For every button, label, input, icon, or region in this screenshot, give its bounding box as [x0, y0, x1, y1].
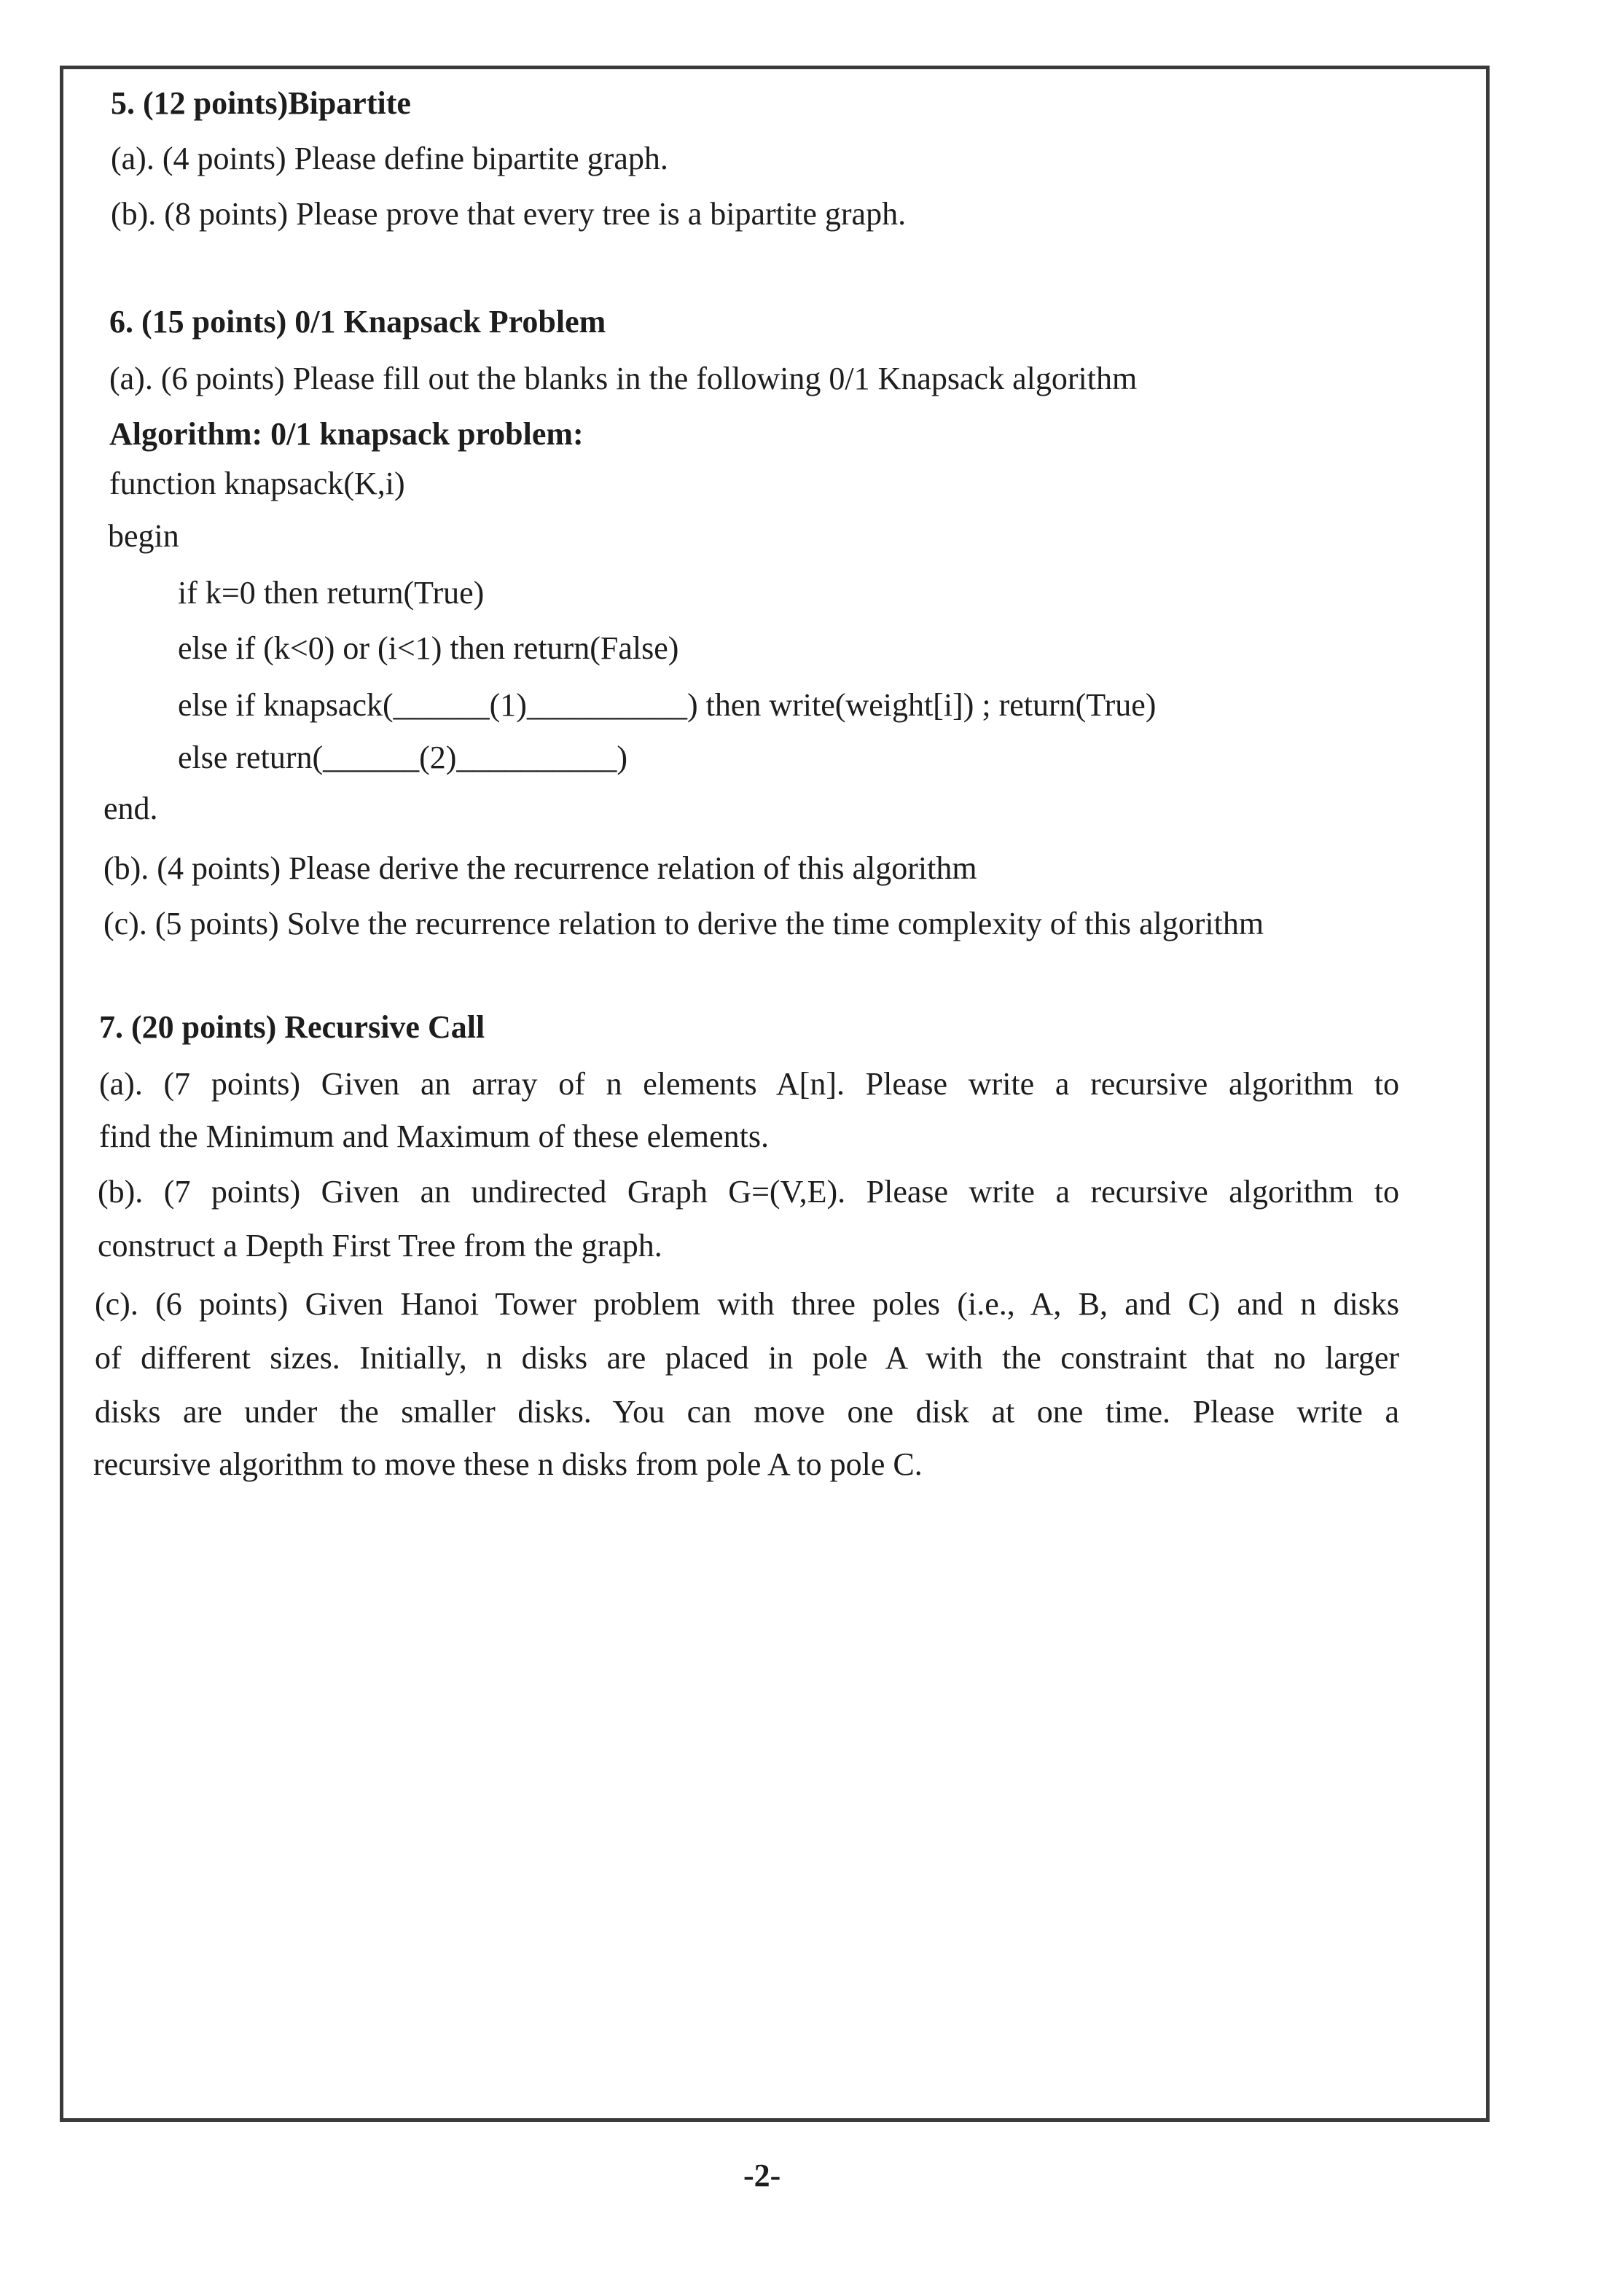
q7-part-c-line-3: disks are under the smaller disks. You can move one disk at one time. Please write a [95, 1394, 1399, 1430]
q5-title: 5. (12 points)Bipartite [111, 85, 411, 121]
q7-part-c-line-1: (c). (6 points) Given Hanoi Tower problem with three poles (i.e., A, B, and C) and n disks [95, 1286, 1399, 1322]
q6-title: 6. (15 points) 0/1 Knapsack Problem [109, 304, 606, 340]
q7-part-b-line-2: construct a Depth First Tree from the graph. [98, 1228, 662, 1263]
code-line-7: end. [103, 791, 158, 826]
q7-title: 7. (20 points) Recursive Call [99, 1009, 485, 1045]
code-line-3: if k=0 then return(True) [178, 575, 485, 611]
q6-part-c: (c). (5 points) Solve the recurrence relation to derive the time complexity of this algorithm [103, 906, 1264, 941]
q5-part-a: (a). (4 points) Please define bipartite graph. [111, 141, 668, 176]
q5-part-b: (b). (8 points) Please prove that every tree is a bipartite graph. [111, 196, 907, 232]
q7-part-a-line-1: (a). (7 points) Given an array of n elements A[n]. Please write a recursive algorithm to [99, 1066, 1399, 1102]
q7-part-c-line-4: recursive algorithm to move these n disks from pole A to pole C. [93, 1446, 923, 1482]
algorithm-title: Algorithm: 0/1 knapsack problem: [109, 416, 584, 452]
code-line-1: function knapsack(K,i) [109, 466, 405, 501]
q6-part-b: (b). (4 points) Please derive the recurrence relation of this algorithm [103, 850, 977, 886]
code-line-6: else return(______(2)__________) [178, 740, 628, 775]
q7-part-c-line-2: of different sizes. Initially, n disks are placed in pole A with the constraint that no larger [95, 1340, 1399, 1376]
code-line-5: else if knapsack(______(1)__________) then write(weight[i]) ; return(True) [178, 687, 1157, 723]
q6-part-a: (a). (6 points) Please fill out the blanks in the following 0/1 Knapsack algorithm [109, 361, 1138, 396]
code-line-2: begin [108, 518, 179, 554]
q7-part-b-line-1: (b). (7 points) Given an undirected Graph G=(V,E). Please write a recursive algorithm to [98, 1174, 1399, 1210]
code-line-4: else if (k<0) or (i<1) then return(False) [178, 630, 679, 666]
q7-part-a-line-2: find the Minimum and Maximum of these elements. [99, 1118, 769, 1154]
page-number: -2- [743, 2158, 781, 2193]
